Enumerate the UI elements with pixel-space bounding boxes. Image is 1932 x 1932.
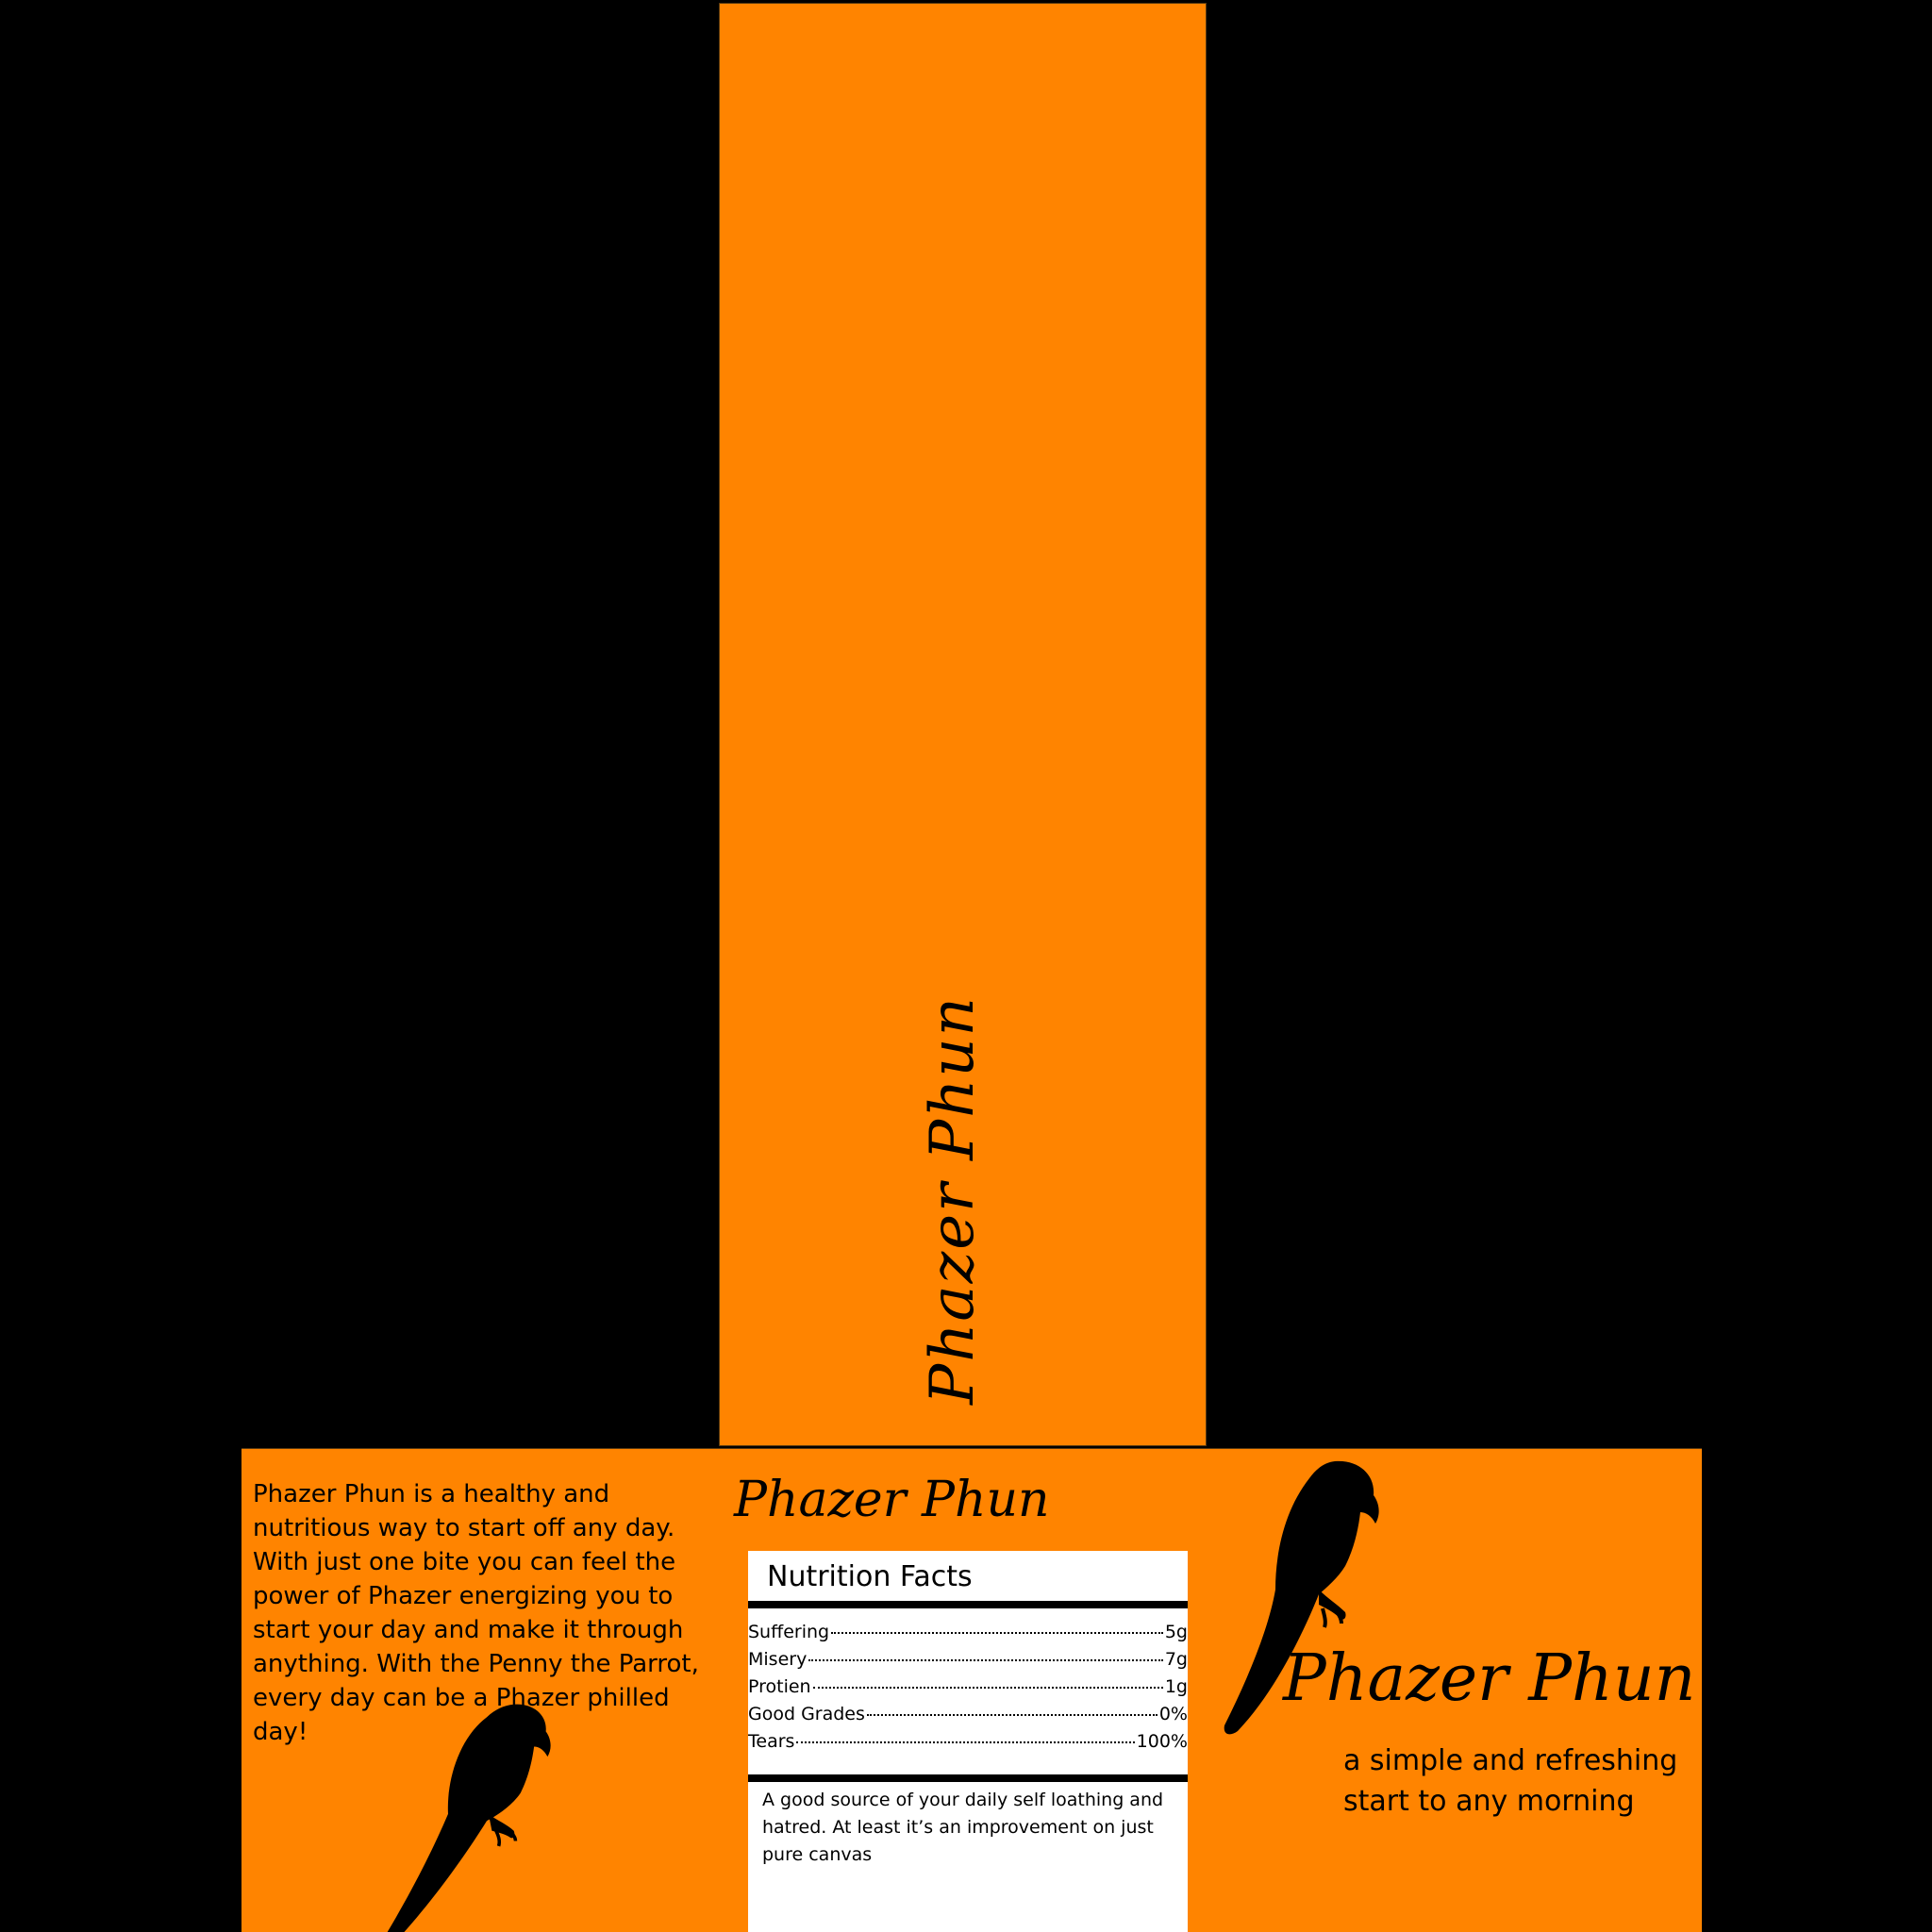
nutrient-label: Good Grades bbox=[748, 1704, 865, 1724]
tagline-line: a simple and refreshing bbox=[1343, 1744, 1678, 1777]
spine-brand-title: Phazer Phun bbox=[918, 995, 988, 1405]
leader-dots bbox=[831, 1632, 1163, 1634]
nutrition-note: A good source of your daily self loathing and hatred. At least it’s an improvement on just pure canvas bbox=[762, 1790, 1164, 1865]
nutrient-value: 0% bbox=[1158, 1704, 1188, 1724]
nutrition-row bbox=[748, 1619, 1188, 1646]
nutrition-divider bbox=[748, 1774, 1188, 1782]
nutrition-divider bbox=[748, 1601, 1188, 1608]
nutrition-title: Nutrition Facts bbox=[767, 1560, 973, 1593]
nutrient-value: 1g bbox=[1164, 1676, 1188, 1697]
leader-dots bbox=[813, 1687, 1163, 1689]
tagline-line: start to any morning bbox=[1343, 1785, 1635, 1818]
nutrient-label: Misery bbox=[748, 1649, 808, 1670]
nutrition-rows bbox=[748, 1619, 1188, 1756]
nutrient-label: Suffering bbox=[748, 1622, 830, 1642]
nutrient-value: 7g bbox=[1164, 1649, 1188, 1670]
nutrition-row bbox=[748, 1674, 1188, 1701]
nutrition-row bbox=[748, 1728, 1188, 1756]
center-brand-title: Phazer Phun bbox=[734, 1472, 1050, 1528]
front-brand-title: Phazer Phun bbox=[1283, 1641, 1696, 1716]
nutrient-value: 100% bbox=[1136, 1731, 1188, 1752]
nutrient-label: Protien bbox=[748, 1676, 811, 1697]
product-description: Phazer Phun is a healthy and nutritious way to start off any day. With just one bite you can feel the power of Phazer energizing you to start your day and make it through anything. With the Penny the Parrot, every day can be a Phazer philled day! bbox=[253, 1480, 699, 1746]
nutrient-label: Tears bbox=[748, 1731, 795, 1752]
nutrition-label bbox=[748, 1551, 1188, 1932]
leader-dots bbox=[796, 1741, 1134, 1743]
leader-dots bbox=[867, 1714, 1158, 1716]
parrot-silhouette-icon bbox=[377, 1679, 566, 1932]
leader-dots bbox=[808, 1659, 1163, 1661]
nutrient-value: 5g bbox=[1164, 1622, 1188, 1642]
nutrition-row bbox=[748, 1701, 1188, 1728]
tagline bbox=[1343, 1740, 1702, 1822]
nutrition-row bbox=[748, 1646, 1188, 1674]
